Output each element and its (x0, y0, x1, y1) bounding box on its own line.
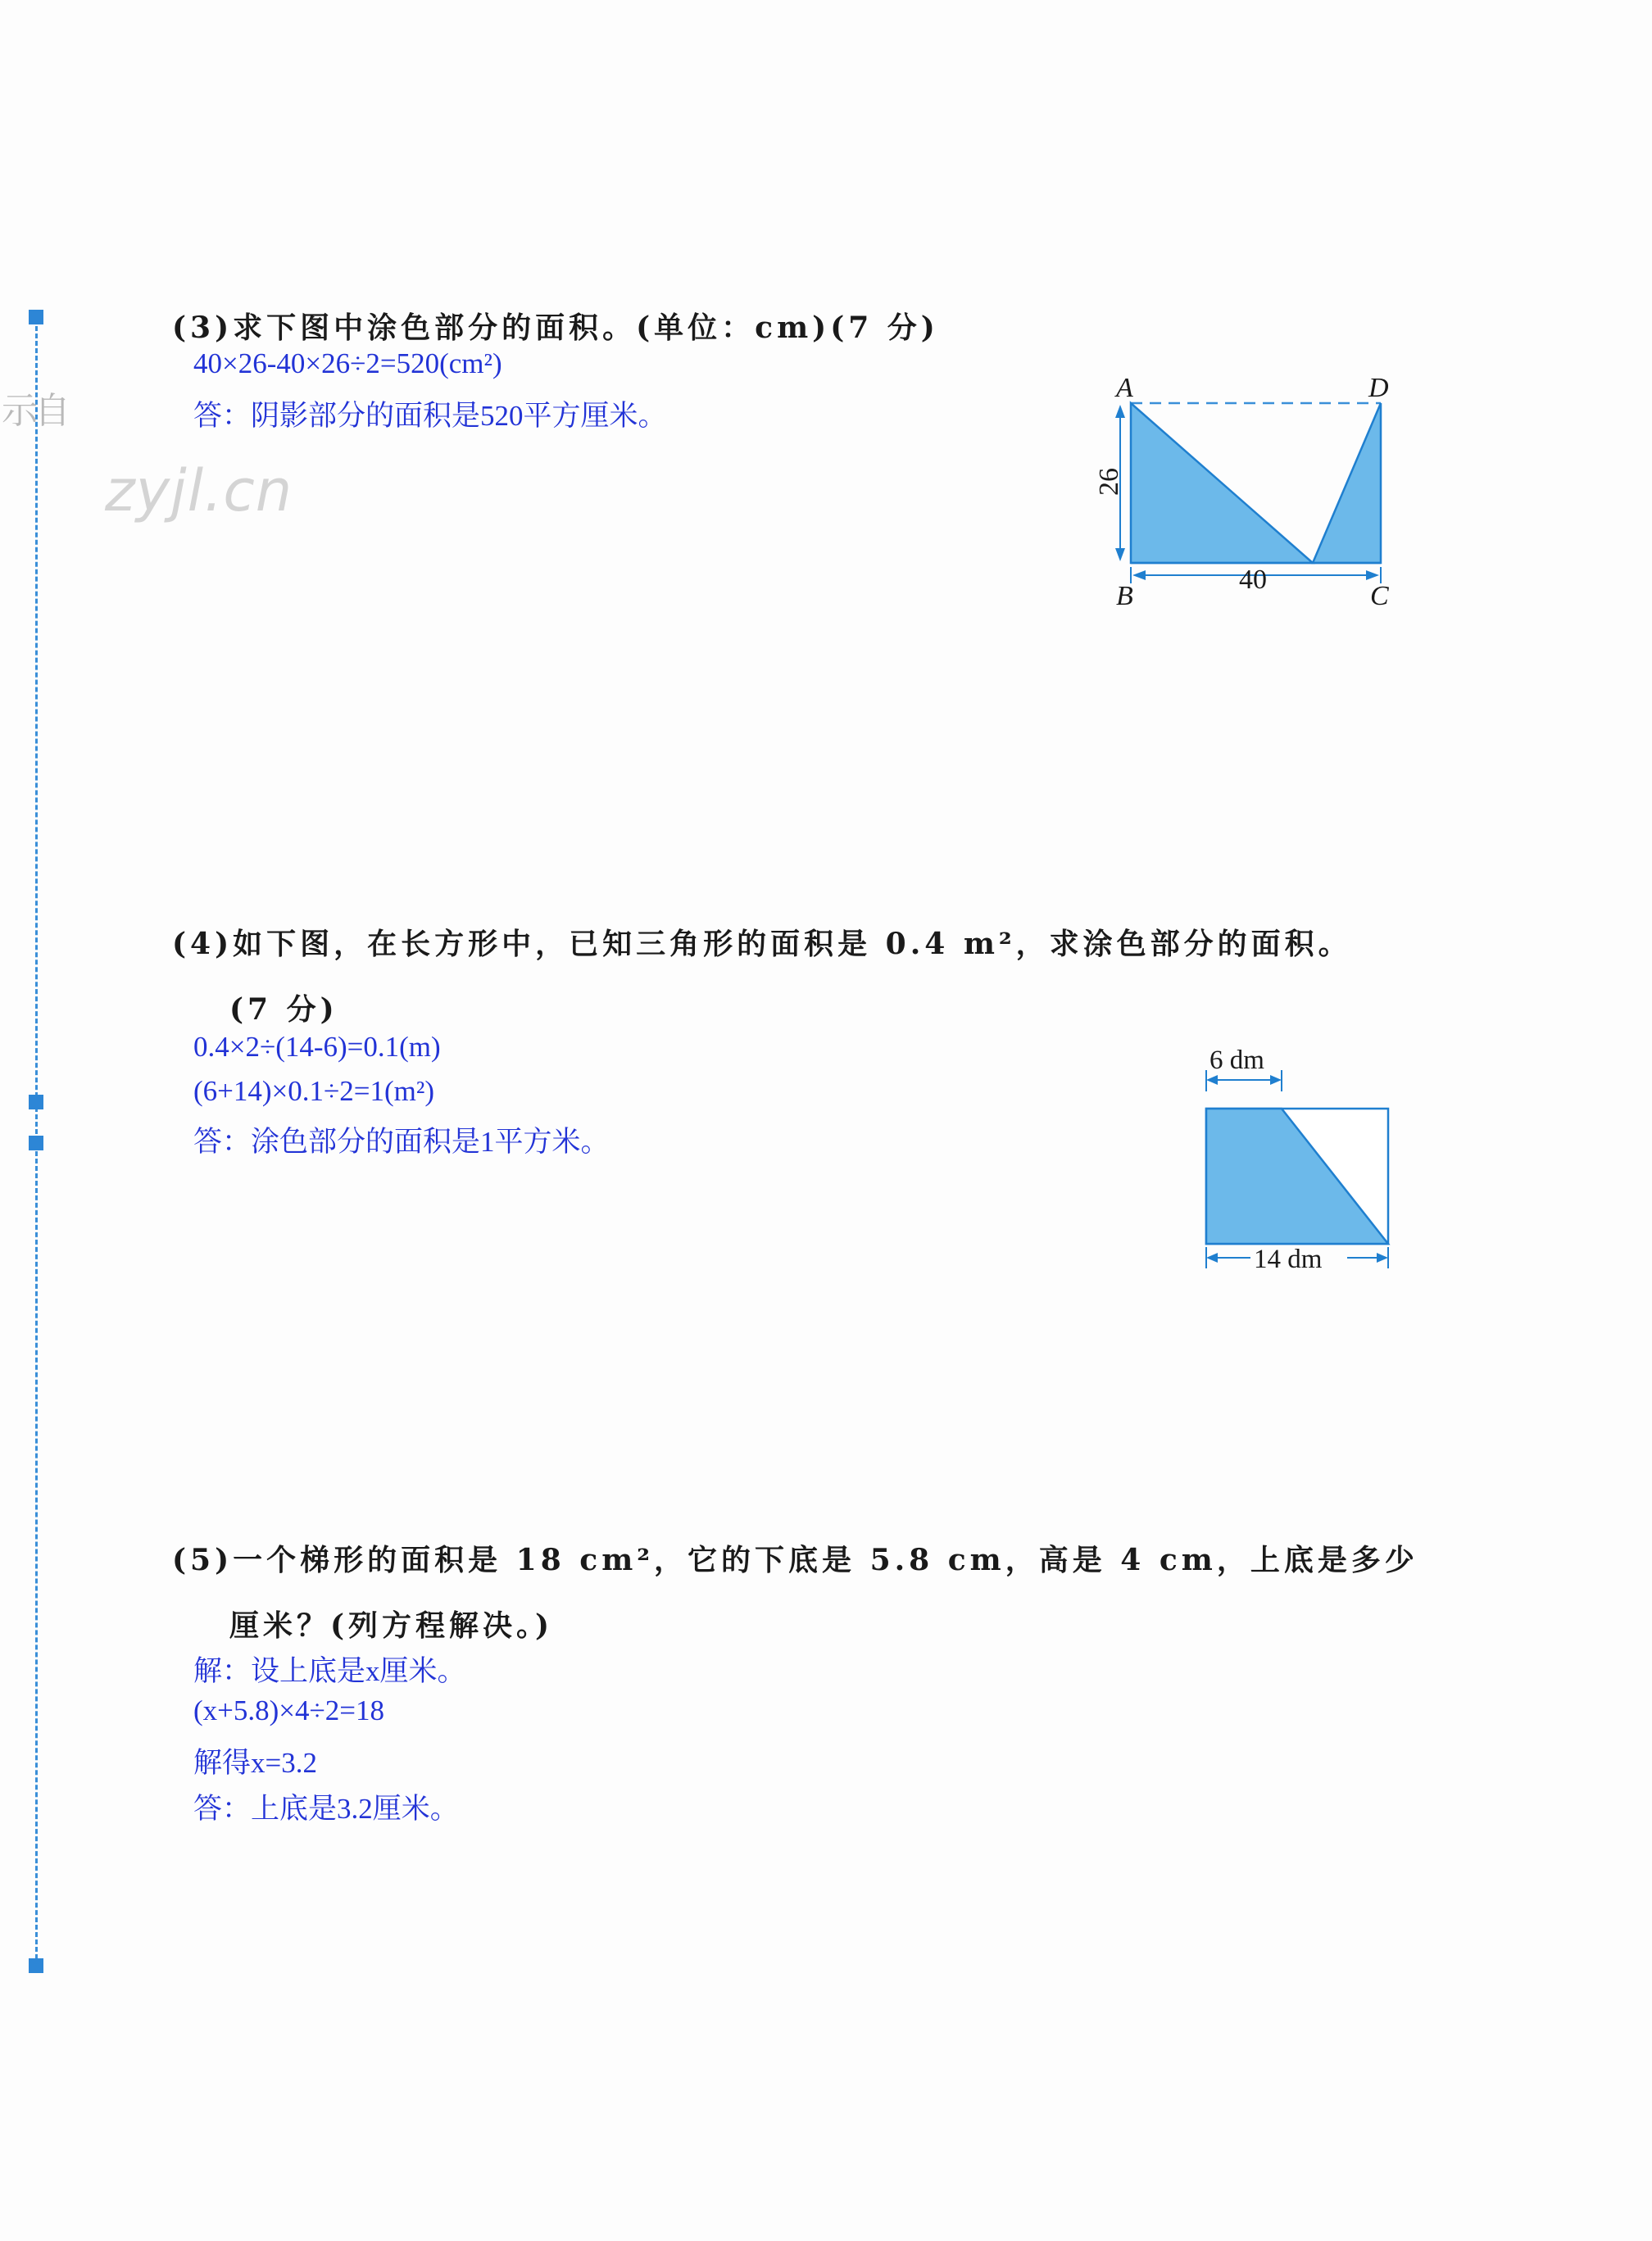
width-arrow-left (1132, 570, 1146, 580)
q4-prompt-line-2: (7 分) (229, 992, 338, 1027)
width-arrow-right (1366, 570, 1379, 580)
height-arrow-bottom (1115, 548, 1125, 561)
bottom-arrow-right (1377, 1253, 1388, 1263)
margin-marker (29, 310, 43, 324)
q4-prompt-line-1: (4)如下图，在长方形中，已知三角形的面积是 0.4 m²，求涂色部分的面积。 (172, 927, 1352, 961)
shaded-triangle-right (1313, 403, 1381, 563)
height-label: 26 (1094, 468, 1124, 496)
vertex-label-a: A (1116, 373, 1133, 403)
q5-answer-line-4: 答：上底是3.2厘米。 (193, 1793, 459, 1825)
q5-answer-line-1: 解：设上底是x厘米。 (193, 1655, 466, 1687)
bottom-label: 14 dm (1254, 1245, 1323, 1274)
watermark: zyjl.cn (105, 457, 293, 524)
top-arrow-right (1270, 1075, 1282, 1085)
q5-answer-line-3: 解得x=3.2 (193, 1747, 317, 1779)
q4-answer-line-2: (6+14)×0.1÷2=1(m²) (193, 1075, 435, 1107)
edge-text: 示自 (2, 390, 67, 432)
top-label: 6 dm (1210, 1046, 1264, 1075)
q5-answer-line-2: (x+5.8)×4÷2=18 (193, 1694, 384, 1726)
width-label: 40 (1239, 565, 1267, 595)
margin-marker (29, 1136, 43, 1150)
margin-marker (29, 1958, 43, 1973)
margin-marker (29, 1095, 43, 1109)
q5-prompt-line-2: 厘米？(列方程解决。) (229, 1608, 554, 1643)
q3-prompt: (3)求下图中涂色部分的面积。(单位：cm)(7 分) (172, 311, 939, 345)
vertex-label-d: D (1368, 373, 1389, 403)
q3-answer-line-1: 40×26-40×26÷2=520(cm²) (193, 347, 502, 379)
q3-answer-line-2: 答：阴影部分的面积是520平方厘米。 (193, 400, 667, 432)
q4-answer-line-1: 0.4×2÷(14-6)=0.1(m) (193, 1031, 441, 1063)
q4-figure (1196, 1046, 1401, 1278)
q5-prompt-line-1: (5)一个梯形的面积是 18 cm²，它的下底是 5.8 cm，高是 4 cm，上底是多少 (172, 1543, 1418, 1577)
shaded-triangle-left (1131, 403, 1313, 563)
top-arrow-left (1206, 1075, 1218, 1085)
vertex-label-c: C (1370, 581, 1389, 611)
vertex-label-b: B (1116, 581, 1133, 611)
q4-answer-line-3: 答：涂色部分的面积是1平方米。 (193, 1126, 610, 1158)
q3-figure (1094, 369, 1418, 615)
bottom-arrow-left (1206, 1253, 1218, 1263)
height-arrow-top (1115, 405, 1125, 418)
